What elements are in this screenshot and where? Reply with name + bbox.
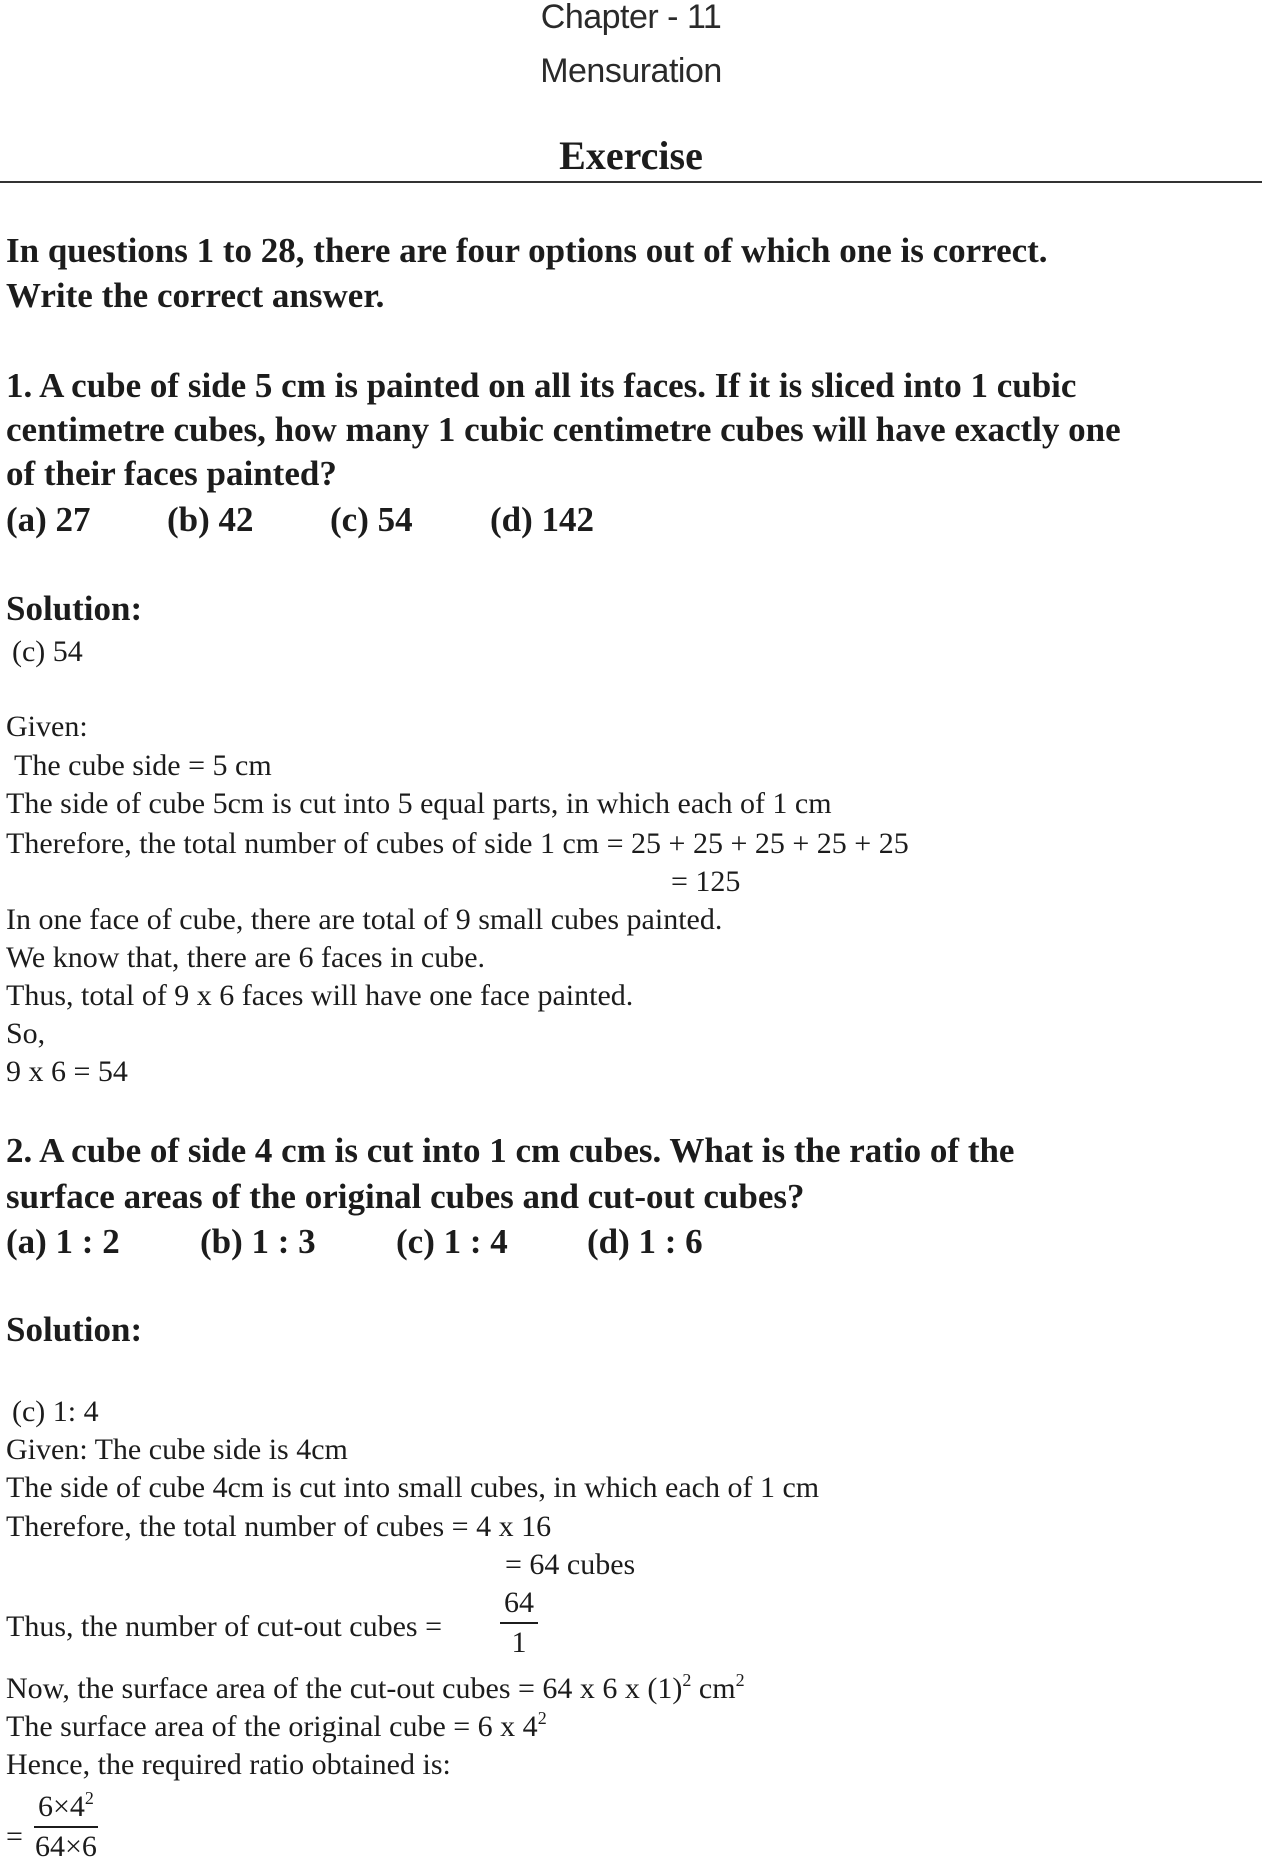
option-d: (d) 142 (490, 500, 595, 539)
answer: (c) 1: 4 (12, 1395, 99, 1428)
answer: (c) 54 (12, 635, 83, 668)
instructions: In questions 1 to 28, there are four options out of which one is correct. (6, 231, 1048, 270)
solution-step: Thus, total of 9 x 6 faces will have one face painted. (6, 979, 634, 1012)
solution-heading: Solution: (6, 1310, 143, 1349)
numerator-text: 6×4 (38, 1790, 85, 1823)
option-c: (c) 1 : 4 (396, 1222, 508, 1261)
solution-step: = 64 cubes (505, 1548, 636, 1581)
exponent: 2 (84, 1788, 94, 1808)
instructions: Write the correct answer. (6, 276, 385, 315)
option-a: (a) 1 : 2 (6, 1222, 120, 1261)
solution-step: Given: The cube side is 4cm (6, 1433, 348, 1466)
solution-heading: Solution: (6, 589, 143, 628)
exponent: 2 (682, 1670, 692, 1690)
solution-step: = 125 (671, 865, 741, 898)
exponent: 2 (735, 1670, 745, 1690)
option-b: (b) 1 : 3 (200, 1222, 316, 1261)
solution-step: In one face of cube, there are total of 9 small cubes painted. (6, 903, 723, 936)
fraction-bar (34, 1826, 98, 1828)
fraction-bar (500, 1622, 538, 1624)
question-1-text: 1. A cube of side 5 cm is painted on all its faces. If it is sliced into 1 cubic (6, 366, 1077, 405)
question-1-text: of their faces painted? (6, 454, 337, 493)
solution-step: Thus, the number of cut-out cubes = (6, 1610, 442, 1643)
unit: cm (691, 1672, 736, 1705)
numerator (34, 1790, 98, 1824)
solution-step: The cube side = 5 cm (14, 749, 272, 782)
divider (0, 181, 1262, 183)
solution-step: Hence, the required ratio obtained is: (6, 1748, 451, 1781)
question-2-text: 2. A cube of side 4 cm is cut into 1 cm cubes. What is the ratio of the (6, 1131, 1015, 1170)
numerator: 64 (504, 1586, 534, 1619)
solution-step: The side of cube 5cm is cut into 5 equal parts, in which each of 1 cm (6, 787, 832, 820)
denominator: 64×6 (35, 1830, 97, 1863)
option-a: (a) 27 (6, 500, 91, 539)
solution-step: Given: (6, 710, 88, 743)
solution-step: Therefore, the total number of cubes of side 1 cm = 25 + 25 + 25 + 25 + 25 (6, 827, 909, 860)
fraction-cutout-cubes (500, 1586, 538, 1660)
exponent: 2 (537, 1708, 547, 1728)
step-text: The surface area of the original cube = 6 x 4 (6, 1710, 538, 1743)
option-d: (d) 1 : 6 (587, 1222, 703, 1261)
section-heading: Exercise (559, 133, 703, 178)
chapter-number: Chapter - 11 (540, 0, 722, 36)
option-b: (b) 42 (167, 500, 254, 539)
question-1-text: centimetre cubes, how many 1 cubic centimetre cubes will have exactly one (6, 410, 1121, 449)
step-text: Now, the surface area of the cut-out cubes = 64 x 6 x (1) (6, 1672, 683, 1705)
solution-step: So, (6, 1017, 46, 1050)
option-c: (c) 54 (330, 500, 413, 539)
solution-step (6, 1672, 745, 1706)
solution-step: We know that, there are 6 faces in cube. (6, 941, 486, 974)
solution-step: The side of cube 4cm is cut into small cubes, in which each of 1 cm (6, 1471, 820, 1504)
ratio-fraction (34, 1790, 98, 1864)
question-2-text: surface areas of the original cubes and cut-out cubes? (6, 1177, 805, 1216)
solution-step (6, 1710, 547, 1744)
solution-step: Therefore, the total number of cubes = 4 x 16 (6, 1510, 552, 1543)
equals-sign: = (6, 1820, 23, 1853)
denominator: 1 (511, 1626, 527, 1659)
solution-step: 9 x 6 = 54 (6, 1055, 128, 1088)
chapter-title: Mensuration (540, 52, 722, 90)
